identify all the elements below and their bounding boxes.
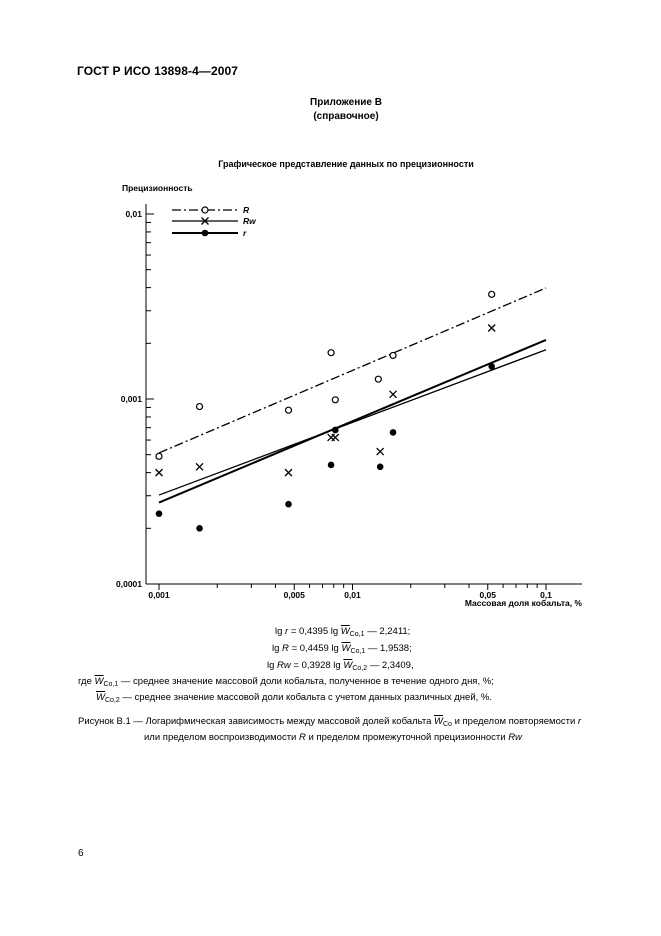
equation-Rw: lg Rw = 0,3928 $\lg \overline{W}_{Co,2}$ — 2,3409, xyxy=(267,660,414,672)
equation-R: lg R = 0,4459 $\lg \overline{W}_{Co,1}$ — 1,9538; xyxy=(272,643,412,655)
regression-line-Rw xyxy=(159,350,546,495)
chart-title: Графическое представление данных по прецизионности xyxy=(218,159,474,169)
point-Rw xyxy=(377,448,384,455)
regression-lines xyxy=(159,288,546,503)
point-Rw xyxy=(285,469,292,476)
point-r xyxy=(390,429,397,436)
page-number: 6 xyxy=(78,848,84,859)
appendix-title: Приложение В xyxy=(310,97,382,108)
point-r xyxy=(377,464,384,471)
appendix-subtitle: (справочное) xyxy=(313,111,379,122)
point-r xyxy=(332,427,339,434)
point-Rw xyxy=(332,434,339,441)
legend-marker-R xyxy=(202,207,208,213)
x-axis-label: Массовая доля кобальта, % xyxy=(464,598,582,608)
x-tick-label: 0,01 xyxy=(344,590,361,600)
point-Rw xyxy=(488,324,495,331)
x-tick-label: 0,001 xyxy=(148,590,170,600)
y-axis-label: Прецизионность xyxy=(122,183,193,193)
point-Rw xyxy=(390,391,397,398)
point-R xyxy=(286,407,292,413)
definition-w-co2: $\overline{W}_{Co,2}$ — среднее значение массовой доли кобальта с учетом данных различных дней, %. xyxy=(96,692,492,704)
figure-caption-line1: Рисунок В.1 — Логарифмическая зависимость между массовой долей кобальта $\overline{W}_{Co}$ и пределом повторяемости r xyxy=(78,716,582,728)
legend xyxy=(172,205,257,238)
y-tick-label: 0,01 xyxy=(125,209,142,219)
equation-r: lg r = 0,4395 $\lg \overline{W}_{Co,1}$ — 2,2411; xyxy=(275,626,411,638)
x-tick-label: 0,05 xyxy=(479,590,497,600)
figure-caption-line2: или пределом воспроизводимости R и пределом промежуточной прецизионности Rw xyxy=(144,732,522,743)
point-r xyxy=(328,462,335,469)
point-R xyxy=(197,404,203,410)
legend-label-R: R xyxy=(243,205,250,215)
regression-line-R xyxy=(159,288,546,453)
point-R xyxy=(328,350,334,356)
point-r xyxy=(156,510,163,517)
point-r xyxy=(488,363,495,370)
legend-marker-r xyxy=(202,230,209,237)
point-R xyxy=(390,352,396,358)
point-R xyxy=(332,397,338,403)
data-points xyxy=(156,291,496,531)
point-R xyxy=(156,453,162,459)
point-R xyxy=(375,376,381,382)
point-r xyxy=(285,501,292,508)
y-tick-label: 0,001 xyxy=(120,394,142,404)
definition-w-co1: где $\overline{W}_{Co,1}$ — среднее значение массовой доли кобальта, полученное в течение одного дня, %; xyxy=(78,676,494,688)
axes xyxy=(116,204,582,600)
point-r xyxy=(196,525,203,532)
point-Rw xyxy=(156,469,163,476)
regression-line-r xyxy=(159,340,546,503)
point-Rw xyxy=(196,463,203,470)
point-R xyxy=(489,291,495,297)
y-tick-label: 0,0001 xyxy=(116,579,142,589)
x-tick-label: 0,1 xyxy=(540,590,552,600)
document-header: ГОСТ Р ИСО 13898-4—2007 xyxy=(77,64,239,78)
x-tick-label: 0,005 xyxy=(283,590,305,600)
legend-label-Rw: Rw xyxy=(243,216,256,226)
legend-label-r: r xyxy=(243,228,247,238)
